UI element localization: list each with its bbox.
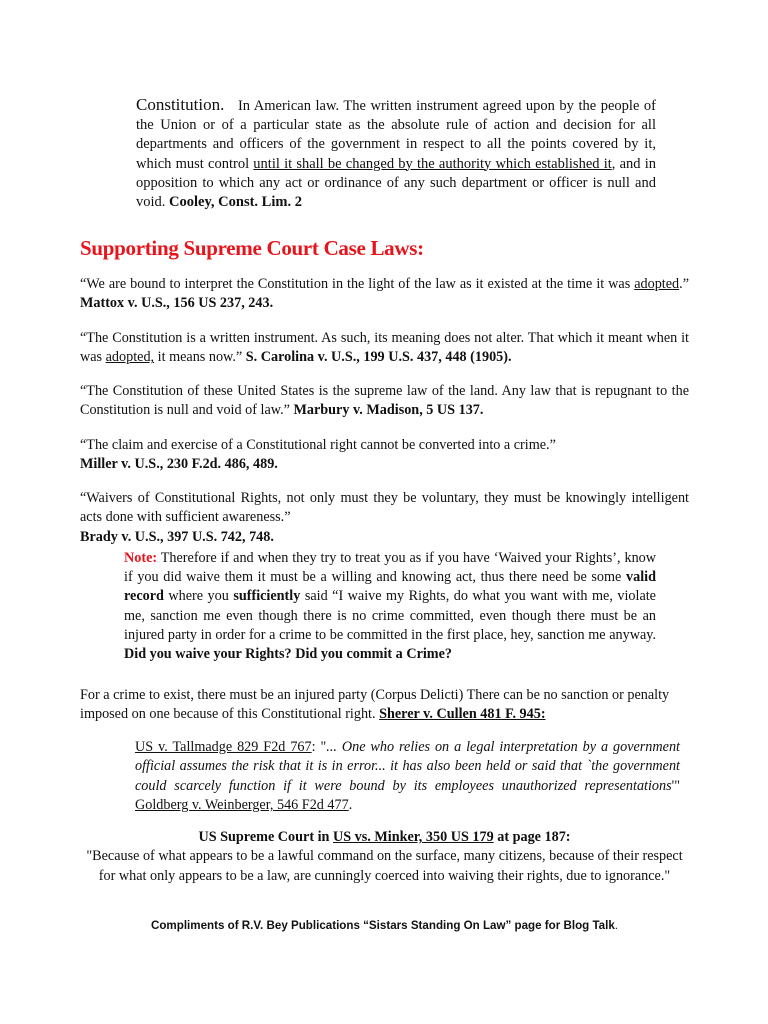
note-label: Note: (124, 550, 158, 566)
tallmadge-italic-text: ... One who relies on a legal interpretation by a government official assumes the risk that it is in error... it has also been held or said that `the government could scarcely function if it were bound by its employees unauthorized representations (135, 739, 680, 794)
minker-case-citation: US vs. Minker, 350 US 179 (333, 829, 494, 845)
footer-end: . (614, 919, 619, 932)
note-emphasis: valid record (124, 569, 656, 605)
note-text: Therefore if and when they try to treat you as if you have ‘Waived your Rights’, know if you did waive them it must be a willing and knowing act, thus there need be some (124, 550, 656, 586)
minker-quote: "Because of what appears to be a lawful command on the surface, many citizens, because of their respect for what only appears to be a law, are cunningly coerced into waiving their rights, due to ignorance." (86, 848, 683, 884)
minker-heading (198, 829, 570, 845)
constitution-definition (136, 95, 656, 212)
tallmadge-citation: US v. Tallmadge 829 F2d 767 (135, 739, 312, 755)
case-quote-text: “The claim and exercise of a Constitutional right cannot be converted into a crime.” (80, 437, 556, 453)
footer-text: Compliments of R.V. Bey Publications “Sistars Standing On Law” page for Blog Talk (150, 919, 615, 932)
tallmadge-punct: '" (671, 777, 680, 794)
case-quote (80, 382, 689, 421)
case-quote-text: “The Constitution is a written instrument. As such, its meaning does not alter. That which it meant when it was (80, 330, 689, 366)
case-quote-text: “Waivers of Constitutional Rights, not only must they be voluntary, they must be knowingly intelligent acts done with sufficient awareness.” (80, 490, 689, 526)
case-citation: Brady v. U.S., 397 U.S. 742, 748. (80, 528, 274, 545)
footer-credit (80, 919, 689, 932)
case-quote-close: it means now.” (154, 349, 246, 366)
case-quote-text: “We are bound to interpret the Constitution in the light of the law as it existed at the time it was (80, 276, 635, 292)
definition-underlined-text: until it shall be changed by the authority which established it (253, 155, 612, 172)
note-text: said “I waive my Rights, do what you want with me, violate me, sanction me even though there is no crime committed, even though there must be an injured party in order for a crime to be committed in the first place, hey, sanction me anyway. (124, 588, 656, 643)
note-emphasis: sufficiently (233, 588, 301, 605)
case-citation: Mattox v. U.S., 156 US 237, 243. (80, 295, 274, 312)
definition-text-continued: , and in opposition to which any act or ordinance of any such department or officer is null and void. (136, 155, 656, 211)
case-quote (80, 329, 689, 368)
note-text: where you (163, 588, 234, 605)
case-citation: Miller v. U.S., 230 F.2d. 486, 489. (80, 456, 278, 473)
section-heading: Supporting Supreme Court Case Laws: (80, 236, 424, 260)
minker-heading-text: US Supreme Court in (198, 829, 333, 845)
tallmadge-quote (135, 738, 680, 816)
case-quote (80, 436, 689, 475)
goldberg-citation: Goldberg v. Weinberger, 546 F2d 477 (135, 797, 349, 814)
note-paragraph (124, 549, 656, 664)
case-quote-underlined: adopted, (105, 349, 155, 366)
tallmadge-punct: : " (311, 739, 327, 755)
definition-term: Constitution. (136, 95, 225, 114)
definition-text: In American law. The written instrument agreed upon by the people of the Union or of a particular state as the absolute rule of action and decision for all departments and officers of the government in respect to all the points covered by it, which must control (136, 98, 656, 172)
corpus-delicti-paragraph (80, 686, 689, 725)
definition-citation: Cooley, Const. Lim. 2 (169, 194, 302, 211)
case-quote (80, 275, 689, 314)
case-citation: S. Carolina v. U.S., 199 U.S. 437, 448 (1905). (245, 349, 512, 366)
tallmadge-end: . (348, 797, 353, 814)
note-question: Did you waive your Rights? Did you commit a Crime? (124, 646, 453, 663)
case-quote-text: “The Constitution of these United States is the supreme law of the land. Any law that is repugnant to the Constitution is null and void of law.” (80, 383, 689, 419)
case-quote (80, 489, 689, 547)
case-quote-underlined: adopted (634, 276, 680, 292)
corpus-delicti-text: For a crime to exist, there must be an injured party (Corpus Delicti) There can be no sanction or penalty imposed on one because of this Constitutional right. (80, 687, 670, 723)
minker-section (80, 828, 689, 886)
case-quote-close: .” (679, 276, 689, 292)
sherer-citation: Sherer v. Cullen 481 F. 945: (379, 706, 546, 723)
case-citation: Marbury v. Madison, 5 US 137. (293, 402, 484, 419)
minker-heading-page: at page 187: (493, 829, 571, 845)
